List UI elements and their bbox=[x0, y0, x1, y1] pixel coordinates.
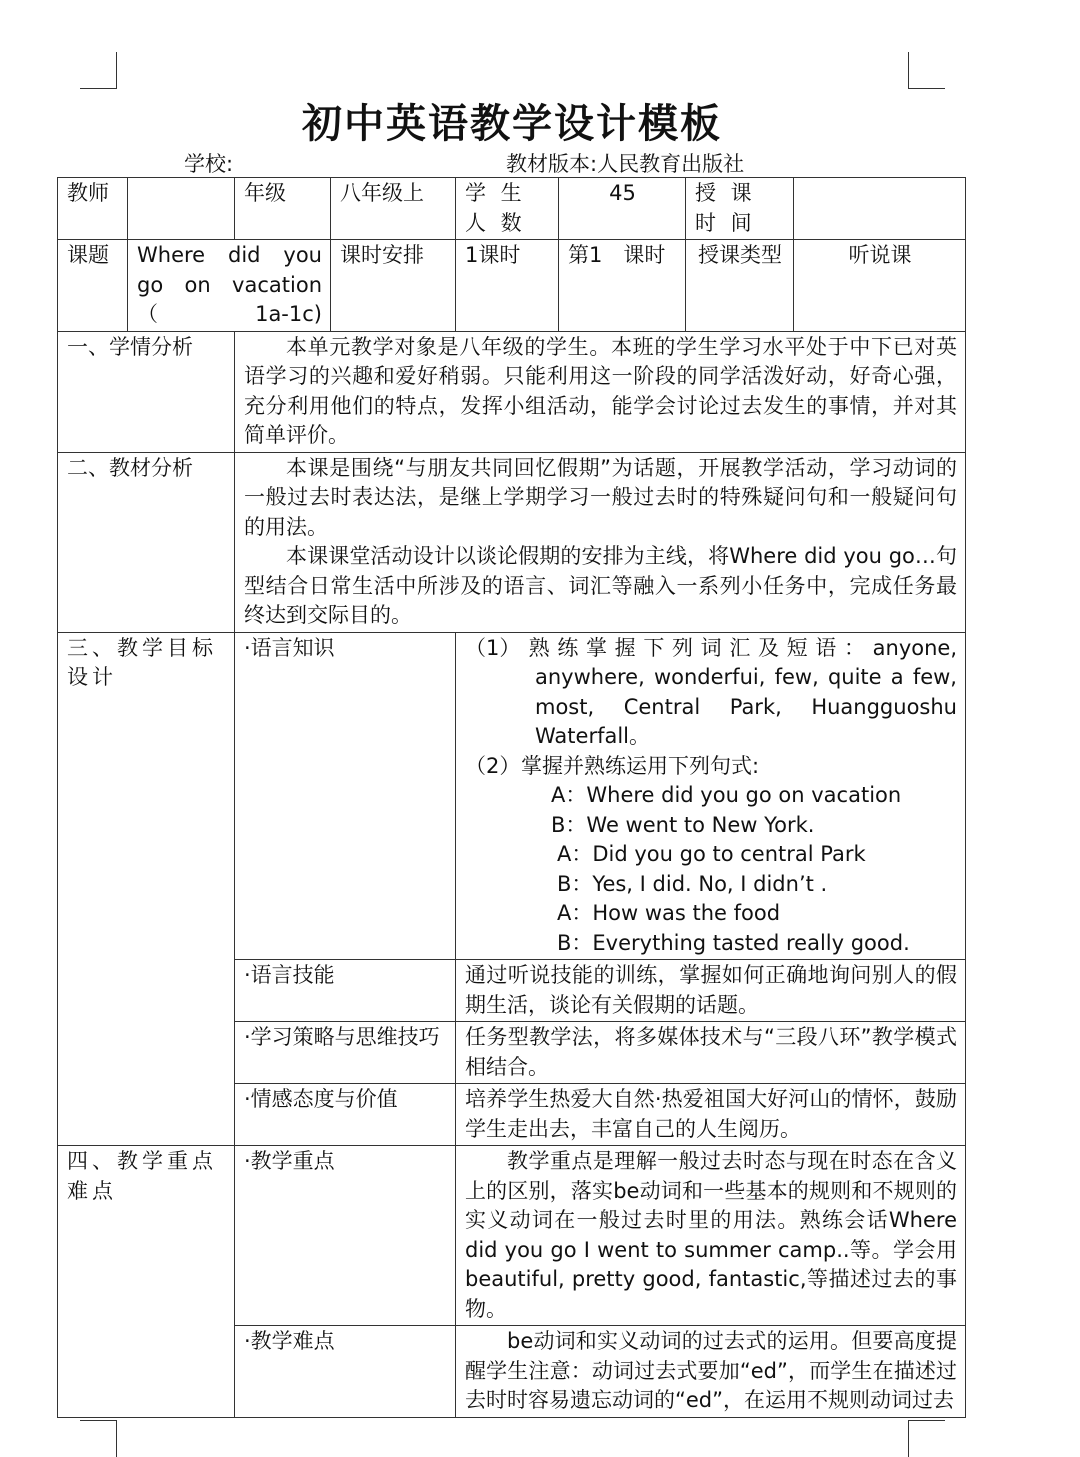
schedule-label: 课时安排 bbox=[331, 240, 456, 332]
dialogue-line: B：We went to New York. bbox=[551, 812, 815, 837]
difficult-label: ·教学难点 bbox=[235, 1326, 456, 1418]
knowledge-item-2 bbox=[465, 752, 957, 782]
section3-label: 三、教学目标设计 bbox=[58, 632, 235, 1146]
strategy-text: 任务型教学法，将多媒体技术与“三段八环”教学模式相结合。 bbox=[456, 1022, 966, 1084]
item-1-text: 熟练掌握下列词汇及短语：anyone, anywhere, wonderfui, few, quite a few, most, Central Park, Huangguoshu Waterfall。 bbox=[521, 635, 957, 748]
section2-para-1: 本课是围绕“与朋友共同回忆假期”为话题，开展教学活动，学习动词的一般过去时表达法，是继上学期学习一般过去时的特殊疑问句和一般疑问句的用法。 bbox=[244, 455, 957, 539]
teacher-label: 教师 bbox=[58, 178, 128, 240]
schedule-value: 1课时 bbox=[456, 240, 559, 332]
section2-para-2: 本课课堂活动设计以谈论假期的安排为主线，将Where did you go…句型结合日常生活中所涉及的语言、词汇等融入一系列小任务中，完成任务最终达到交际目的。 bbox=[244, 544, 957, 627]
emotion-text: 培养学生热爱大自然·热爱祖国大好河山的情怀，鼓励学生走出去，丰富自己的人生阅历。 bbox=[456, 1084, 966, 1146]
lesson-number: 第1 课时 bbox=[559, 240, 686, 332]
dialogue-line: B：Yes, I did. No, I didn’t . bbox=[557, 871, 828, 896]
section1-label: 一、学情分析 bbox=[58, 331, 235, 452]
students-value: 45 bbox=[559, 178, 686, 240]
section4-label: 四、教学重点难点 bbox=[58, 1146, 235, 1418]
dialogue-line: A：Did you go to central Park bbox=[557, 842, 866, 866]
crop-mark-top-right bbox=[908, 52, 945, 89]
page-title: 初中英语教学设计模板 bbox=[302, 101, 722, 147]
lesson-plan-table bbox=[57, 177, 966, 1418]
edition-label: 教材版本:人民教育出版社 bbox=[506, 152, 745, 176]
section-analysis-students bbox=[58, 331, 966, 452]
crop-mark-top-left bbox=[80, 52, 117, 89]
time-value bbox=[794, 178, 966, 240]
section2-content bbox=[235, 452, 966, 632]
dialogue-line: A：Where did you go on vacation bbox=[551, 783, 902, 807]
skills-label: ·语言技能 bbox=[235, 960, 456, 1022]
type-label: 授课类型 bbox=[686, 240, 794, 332]
students-label: 学 生 人 数 bbox=[456, 178, 559, 240]
info-row-2 bbox=[58, 240, 966, 332]
difficult-text: be动词和实义动词的过去式的运用。但要高度提醒学生注意：动词过去式要加“ed”，而学生在描述过去时时容易遗忘动词的“ed”，在运用不规则动词过去 bbox=[456, 1326, 966, 1418]
dialogue-line: A：How was the food bbox=[557, 901, 781, 925]
strategy-label: ·学习策略与思维技巧 bbox=[235, 1022, 456, 1084]
info-row-1 bbox=[58, 178, 966, 240]
section1-text: 本单元教学对象是八年级的学生。本班的学生学习水平处于中下已对英语学习的兴趣和爱好稍弱。只能利用这一阶段的同学活泼好动，好奇心强，充分利用他们的特点，发挥小组活动，能学会讨论过去发生的事情，并对其简单评价。 bbox=[235, 331, 966, 452]
section-analysis-material bbox=[58, 452, 966, 632]
item-1-number: （1） bbox=[465, 635, 521, 660]
grade-value: 八年级上 bbox=[331, 178, 456, 240]
knowledge-content bbox=[456, 632, 966, 960]
emotion-label: ·情感态度与价值 bbox=[235, 1084, 456, 1146]
time-label: 授 课 时 间 bbox=[686, 178, 794, 240]
skills-text: 通过听说技能的训练，掌握如何正确地询问别人的假期生活，谈论有关假期的话题。 bbox=[456, 960, 966, 1022]
key-text: 教学重点是理解一般过去时态与现在时态在含义上的区别，落实be动词和一些基本的规则和不规则的实义动词在一般过去时里的用法。熟练会话Where did you go I went to summer camp..等。学会用beautiful, pretty good, fantastic,等描述过去的事物。 bbox=[456, 1146, 966, 1326]
item-2-text: 掌握并熟练运用下列句式: bbox=[521, 753, 760, 778]
topic-label: 课题 bbox=[58, 240, 128, 332]
dialogue-line: B：Everything tasted really good. bbox=[557, 930, 910, 955]
type-value: 听说课 bbox=[794, 240, 966, 332]
knowledge-label: ·语言知识 bbox=[235, 632, 456, 960]
section2-label: 二、教材分析 bbox=[58, 452, 235, 632]
objective-knowledge-row bbox=[58, 632, 966, 960]
key-point-row bbox=[58, 1146, 966, 1326]
school-label: 学校: bbox=[184, 152, 234, 176]
topic-value: Where did you go on vacation（1a-1c) bbox=[128, 240, 331, 332]
knowledge-item-1 bbox=[465, 634, 957, 752]
grade-label: 年级 bbox=[235, 178, 331, 240]
item-2-number: （2） bbox=[465, 753, 521, 778]
key-label: ·教学重点 bbox=[235, 1146, 456, 1326]
teacher-value bbox=[128, 178, 235, 240]
